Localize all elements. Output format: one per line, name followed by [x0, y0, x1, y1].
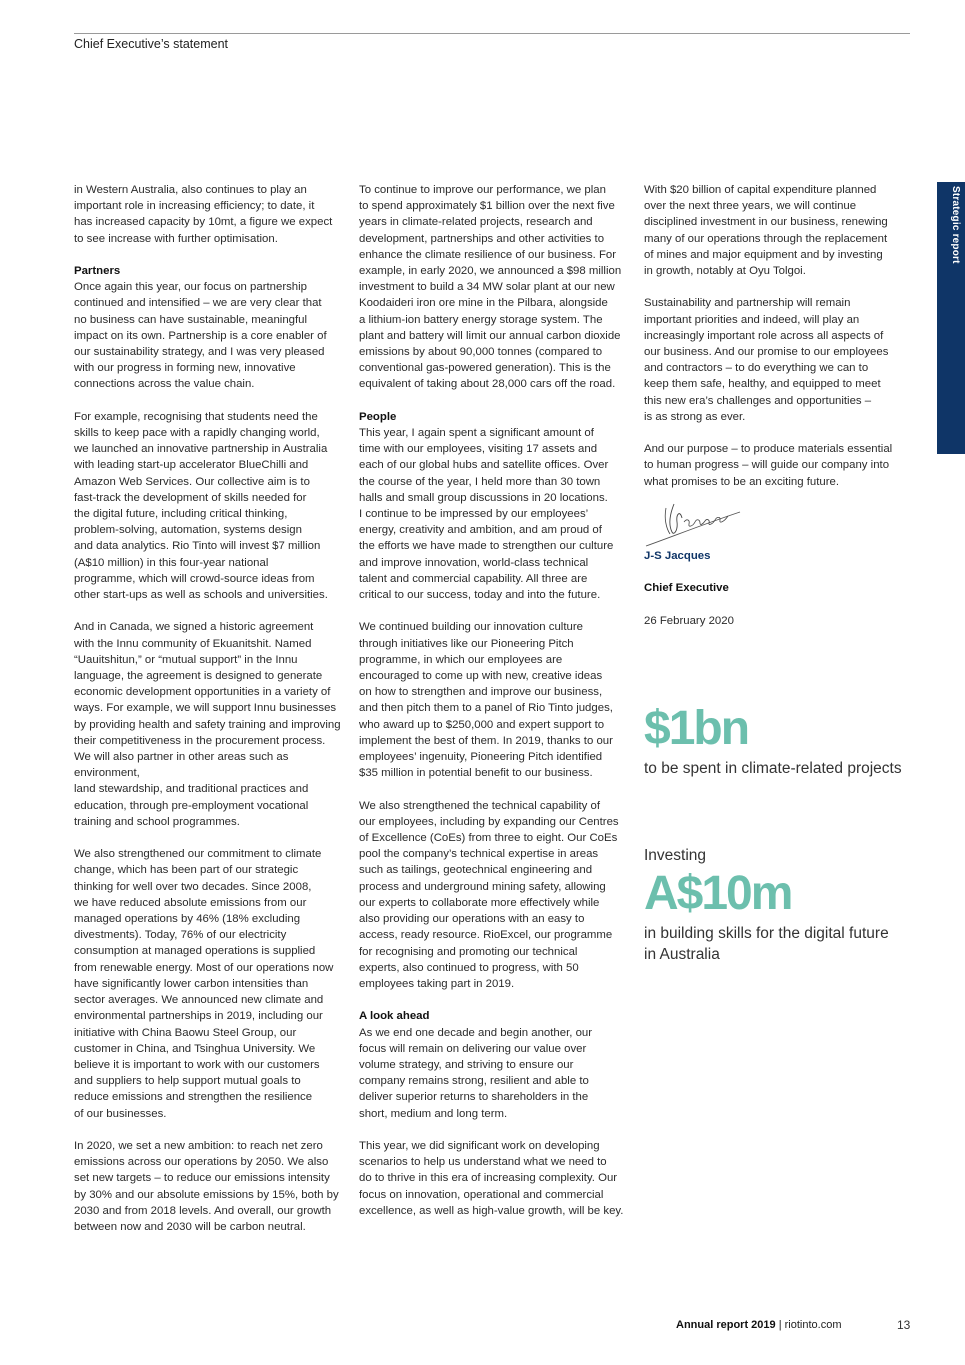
paragraph: This year, we did significant work on developing scenarios to help us understand what we need to do to thrive in this era of increasing complexity. Our focus on innovation, operational and commercial excellence, as well as high-value growth, will be key.: [359, 1139, 624, 1217]
signatory-name: J-S Jacques: [644, 549, 711, 562]
text-column-middle: [359, 182, 631, 1235]
side-tab-label: Strategic report: [950, 186, 961, 264]
paragraph: We also strengthened our commitment to climate change, which has been part of our strategic thinking for well over two decades. Since 2008, we have reduced absolute emissions from our managed operations by 46% (18% excluding divestments). Today, 76% of our electricity consumption at managed operations is supplied from renewable energy. Most of our operations now have significantly lower carbon intensities than sector averages. We announced new climate and environmental partnerships in 2019, including our initiative with China Baowu Steel Group, our customer in China, and Tsinghua University. We believe it is important to work with our customers and suppliers to help support mutual goals to reduce emissions and strengthen the resilience of our businesses.: [74, 848, 334, 1120]
paragraph: For example, recognising that students need the skills to keep pace with a rapidly changing world, we launched an innovative partnership in Australia with leading start-up accelerator BlueChilli and Amazon Web Services. Our collective aim is to fast-track the development of skills needed for the digital future, including critical thinking, problem-solving, automation, systems design and data analytics. Rio Tinto will invest $7 million (A$10 million) in this four-year national programme, which will crowd-source ideas from other start-ups as well as schools and universities.: [74, 410, 328, 602]
paragraph: Once again this year, our focus on partnership continued and intensified – we are very clear that no business can have sustainable, meaningful impact on its own. Partnership is a core enabler of our sustainability strategy, and I was very pleased with our progress in forming new, innovative connections across the value chain.: [74, 281, 327, 391]
signatory-role: Chief Executive: [644, 582, 729, 595]
highlight-skills-investment: [644, 846, 906, 965]
section-heading-people: People: [359, 410, 397, 423]
footer-separator: |: [775, 1319, 785, 1331]
text-column-left: [74, 182, 346, 1251]
highlight-intro: Investing: [644, 847, 707, 864]
page-number: 13: [897, 1318, 911, 1332]
paragraph: As we end one decade and begin another, our focus will remain on delivering our value over volume strategy, and striving to ensure our company remains strong, resilient and able to deliver superior returns to shareholders in the short, medium and long term.: [359, 1026, 593, 1120]
website-link[interactable]: riotinto.com: [784, 1319, 842, 1331]
section-heading-partners: Partners: [74, 265, 121, 277]
highlight-value: A$10m: [644, 867, 792, 920]
signature-date: 26 February 2020: [644, 614, 734, 627]
paragraph: This year, I again spent a significant amount of time with our employees, visiting 17 assets and each of our global hubs and satellite offices. Over the course of the year, I held more than 30 town halls and small group discussions in 20 locations. I continue to be impressed by our employees’ energy, creativity and ambition, and am proud of the efforts we have made to strengthen our culture and improve innovation, world-class technical talent and commercial capability. All three are critical to our success, today and into the future.: [359, 427, 614, 602]
paragraph: Sustainability and partnership will remain important priorities and indeed, will play an increasingly important role across all aspects of our business. And our promise to our employees and contractors – to do everything we can to keep them safe, healthy, and equipped to meet this new era’s challenges and opportunities – is as strong as ever.: [644, 297, 889, 423]
report-title: Annual report 2019: [676, 1319, 776, 1331]
section-heading-look-ahead: A look ahead: [359, 1010, 430, 1023]
paragraph: And our purpose – to produce materials essential to human progress – will guide our company into what promises to be an exciting future.: [644, 443, 893, 488]
strategic-report-tab[interactable]: [937, 182, 965, 454]
handwritten-signature: [644, 500, 744, 548]
paragraph: in Western Australia, also continues to play an important role in increasing efficiency; to date, it has increased capacity by 10mt, a figure we expect to see increase with further optimisation.: [74, 184, 333, 245]
paragraph: In 2020, we set a new ambition: to reach net zero emissions across our operations by 2050. We also set new targets – to reduce our emissions intensity by 30% and our absolute emissions by 15%, both by 2030 and from 2018 levels. And overall, our growth between now and 2030 will be carbon neutral.: [74, 1139, 339, 1233]
header-rule: [74, 33, 910, 34]
highlight-climate-spend: [644, 700, 906, 779]
paragraph: We also strengthened the technical capability of our employees, including by expanding our Centres of Excellence (CoEs) from three to eight. Our CoEs pool the company’s technical expertise in areas such as tailings, geotechnical engineering and process and underground mining safety, allowing our experts to collaborate more effectively while also providing our operations with an easy to access, ready resource. RioExcel, our programme for recognising and promoting our technical experts, also continued to progress, with 50 employees taking part in 2019.: [359, 799, 619, 990]
paragraph: And in Canada, we signed a historic agreement with the Innu community of Ekuanitshit. Named “Uauitshitun,” or “mutual support” in the Innu language, the agreement is designed to generate economic development opportunities in a variety of ways. For example, we will support Innu businesses by providing health and safety training and improving their competitiveness in the procurement process. We will also partner in other areas such as environment, land stewardship, and traditional practices and education, through pre-employment vocational training and school programmes.: [74, 621, 341, 828]
page-section-title: Chief Executive’s statement: [74, 37, 229, 51]
highlight-caption: in building skills for the digital future in Australia: [644, 925, 889, 963]
paragraph: With $20 billion of capital expenditure planned over the next three years, we will continue disciplined investment in our business, renewing many of our operations through the replacement of mines and major equipment and by investing in growth, notably at Oyu Tolgoi.: [644, 184, 888, 278]
highlight-caption: to be spent in climate-related projects: [644, 760, 902, 777]
footer-report-label: [676, 1319, 841, 1331]
paragraph: We continued building our innovation culture through initiatives like our Pioneering Pitch programme, in which our employees are encouraged to come up with new, creative ideas on how to strengthen and improve our business, and then pitch them to a panel of Rio Tinto judges, who award up to $250,000 and expert support to implement the best of them. In 2019, thanks to our employees’ ingenuity, Pioneering Pitch identified $35 million in potential benefit to our business.: [359, 621, 613, 780]
text-column-right: [644, 182, 906, 645]
paragraph: To continue to improve our performance, we plan to spend approximately $1 billion over the next five years in climate-related projects, research and development, partnerships and other activities to enhance the climate resilience of our business. For example, in early 2020, we announced a $98 million investment to build a 34 MW solar plant at our new Koodaideri iron ore mine in the Pilbara, alongside a lithium-ion battery energy storage system. The plant and battery will limit our annual carbon dioxide emissions by about 90,000 tonnes (compared to conventional gas-powered generation). This is the equivalent of taking about 28,000 cars off the road.: [359, 184, 622, 391]
highlight-value: $1bn: [644, 702, 749, 755]
